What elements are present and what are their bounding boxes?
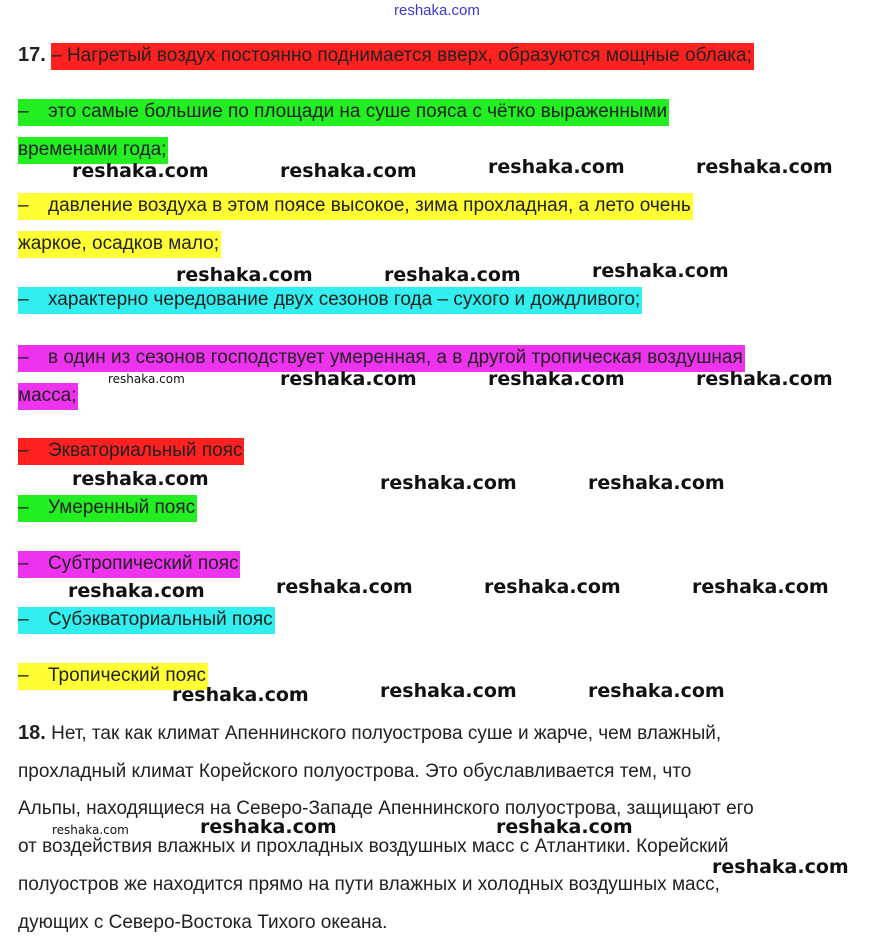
answer-18-number: 18. bbox=[18, 722, 46, 744]
belt-tropical: – Тропический пояс bbox=[18, 663, 208, 690]
watermark: reshaka.com bbox=[488, 156, 625, 178]
watermark: reshaka.com bbox=[68, 580, 205, 602]
watermark-small: reshaka.com bbox=[108, 372, 185, 386]
statement-green: – это самые большие по площади на суше пояса с чётко выраженными bbox=[18, 99, 669, 126]
watermark: reshaka.com bbox=[280, 368, 417, 390]
belt-subequatorial: – Субэкваториальный пояс bbox=[18, 607, 275, 634]
watermark: reshaka.com bbox=[496, 816, 633, 838]
statement-magenta: – в один из сезонов господствует умеренная, а в другой тропическая воздушная bbox=[18, 345, 745, 372]
watermark: reshaka.com bbox=[380, 472, 517, 494]
answer-18-line-6: дующих с Северо-Востока Тихого океана. bbox=[18, 912, 388, 933]
belt-temperate: – Умеренный пояс bbox=[18, 495, 197, 522]
answer-18-line-1: 18. Нет, так как климат Апеннинского полуострова суше и жарче, чем влажный, bbox=[18, 722, 722, 744]
watermark: reshaka.com bbox=[384, 264, 521, 286]
belt-equatorial: – Экваториальный пояс bbox=[18, 438, 244, 465]
site-watermark-top: reshaka.com bbox=[394, 2, 480, 19]
watermark: reshaka.com bbox=[588, 680, 725, 702]
watermark: reshaka.com bbox=[176, 264, 313, 286]
watermark: reshaka.com bbox=[592, 260, 729, 282]
watermark: reshaka.com bbox=[72, 468, 209, 490]
watermark: reshaka.com bbox=[72, 160, 209, 182]
belt-subtropical: – Субтропический пояс bbox=[18, 551, 240, 578]
statement-green-line2: временами года; bbox=[18, 137, 168, 164]
answer-17-statement-red: – Нагретый воздух постоянно поднимается вверх, образуются мощные облака; bbox=[51, 43, 754, 70]
watermark: reshaka.com bbox=[692, 576, 829, 598]
watermark: reshaka.com bbox=[276, 576, 413, 598]
answer-18-line-5: полуостров же находится прямо на пути влажных и холодных воздушных масс, bbox=[18, 874, 720, 895]
watermark: reshaka.com bbox=[696, 156, 833, 178]
watermark-small: reshaka.com bbox=[52, 823, 129, 837]
watermark: reshaka.com bbox=[588, 472, 725, 494]
statement-yellow: – давление воздуха в этом поясе высокое, зима прохладная, а лето очень bbox=[18, 193, 693, 220]
answer-18-line-2: прохладный климат Корейского полуострова. Это обуславливается тем, что bbox=[18, 761, 692, 782]
watermark: reshaka.com bbox=[172, 684, 309, 706]
watermark: reshaka.com bbox=[488, 368, 625, 390]
answer-18-line-3: Альпы, находящиеся на Северо-Западе Апеннинского полуострова, защищают его bbox=[18, 798, 754, 819]
answer-17-first-line bbox=[18, 43, 754, 70]
watermark: reshaka.com bbox=[712, 856, 849, 878]
answer-18-line-4: от воздействия влажных и прохладных воздушных масс с Атлантики. Корейский bbox=[18, 836, 729, 857]
statement-magenta-line2: масса; bbox=[18, 383, 78, 410]
answer-17-number: 17. bbox=[18, 44, 46, 66]
statement-yellow-line2: жаркое, осадков мало; bbox=[18, 231, 221, 258]
watermark: reshaka.com bbox=[280, 160, 417, 182]
watermark: reshaka.com bbox=[380, 680, 517, 702]
statement-cyan: – характерно чередование двух сезонов года – сухого и дождливого; bbox=[18, 287, 642, 314]
watermark: reshaka.com bbox=[696, 368, 833, 390]
watermark: reshaka.com bbox=[200, 816, 337, 838]
watermark: reshaka.com bbox=[484, 576, 621, 598]
